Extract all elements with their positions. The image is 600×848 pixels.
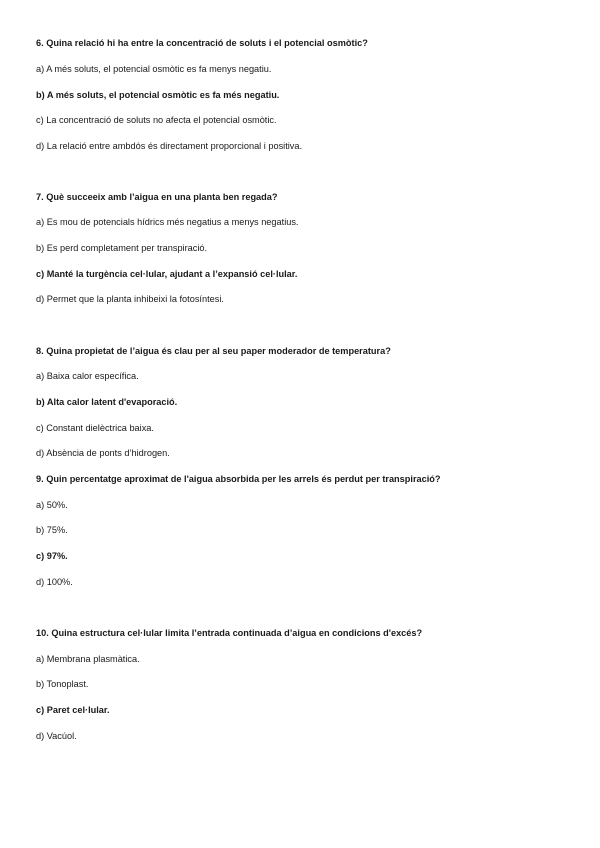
question-6-option-c: c) La concentració de soluts no afecta el potencial osmòtic. bbox=[36, 115, 277, 125]
question-10-option-c: c) Paret cel·lular. bbox=[36, 705, 110, 715]
question-7-option-a: a) Es mou de potencials hídrics més negatius a menys negatius. bbox=[36, 217, 299, 227]
question-7-title: 7. Què succeeix amb l’aigua en una planta ben regada? bbox=[36, 192, 278, 202]
question-9-option-a: a) 50%. bbox=[36, 500, 68, 510]
question-9-option-b: b) 75%. bbox=[36, 525, 68, 535]
question-8-option-d: d) Absència de ponts d’hidrogen. bbox=[36, 448, 170, 458]
question-10-option-a: a) Membrana plasmàtica. bbox=[36, 654, 140, 664]
question-7-option-b: b) Es perd completament per transpiració. bbox=[36, 243, 208, 253]
question-10-title: 10. Quina estructura cel·lular limita l’entrada continuada d’aigua en condicions d'excés? bbox=[36, 628, 423, 638]
question-8-title: 8. Quina propietat de l’aigua és clau per al seu paper moderador de temperatura? bbox=[36, 346, 391, 356]
question-8-option-b: b) Alta calor latent d'evaporació. bbox=[36, 397, 178, 407]
question-9-option-c: c) 97%. bbox=[36, 551, 68, 561]
question-6-option-b: b) A més soluts, el potencial osmòtic es fa més negatiu. bbox=[36, 90, 280, 100]
question-6-option-a: a) A més soluts, el potencial osmòtic es fa menys negatiu. bbox=[36, 64, 272, 74]
question-7-option-d: d) Permet que la planta inhibeixi la fotosíntesi. bbox=[36, 294, 224, 304]
question-9-option-d: d) 100%. bbox=[36, 577, 73, 587]
question-10-option-b: b) Tonoplast. bbox=[36, 679, 89, 689]
question-10-option-d: d) Vacúol. bbox=[36, 731, 77, 741]
question-9-title: 9. Quin percentatge aproximat de l'aigua absorbida per les arrels és perdut per transpiració? bbox=[36, 474, 441, 484]
question-6-title: 6. Quina relació hi ha entre la concentració de soluts i el potencial osmòtic? bbox=[36, 38, 368, 48]
question-7-option-c: c) Manté la turgència cel·lular, ajudant a l’expansió cel·lular. bbox=[36, 269, 298, 279]
question-6-option-d: d) La relació entre ambdós és directament proporcional i positiva. bbox=[36, 141, 303, 151]
question-8-option-a: a) Baixa calor específica. bbox=[36, 371, 139, 381]
question-8-option-c: c) Constant dielèctrica baixa. bbox=[36, 423, 154, 433]
